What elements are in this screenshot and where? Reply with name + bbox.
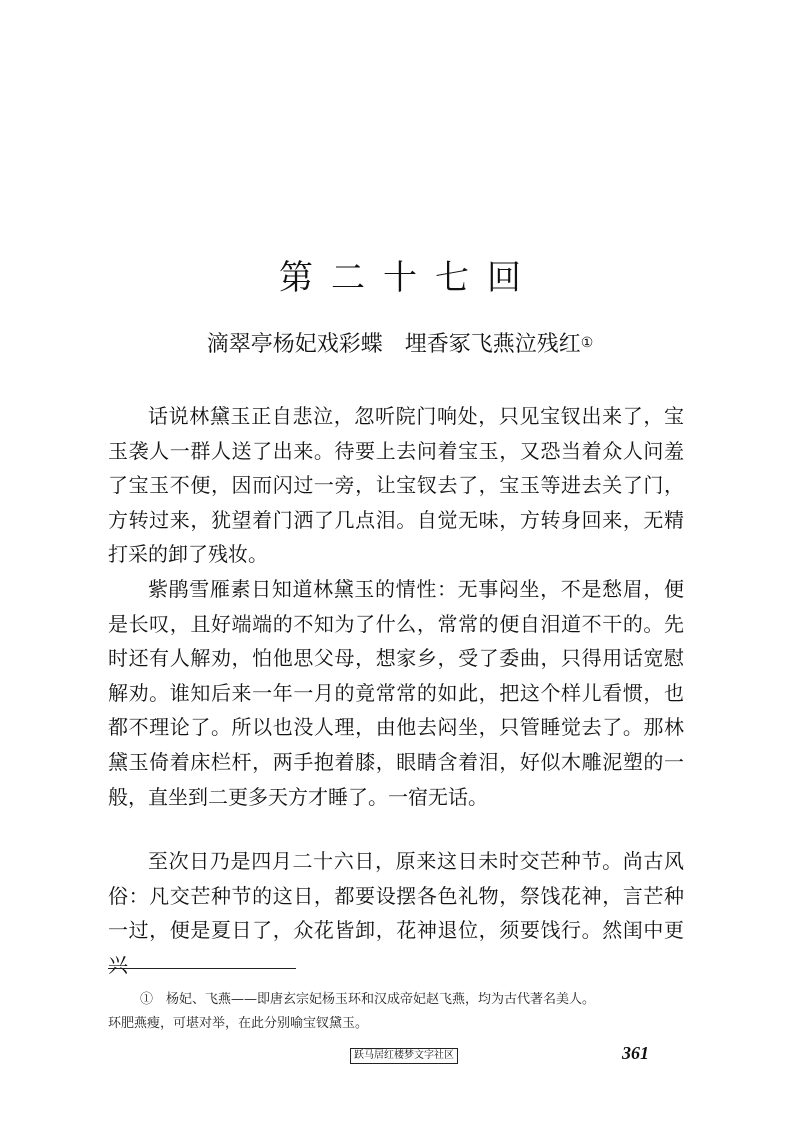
- paragraph-2: 紫鹃雪雁素日知道林黛玉的情性：无事闷坐，不是愁眉，便是长叹，且好端端的不知为了什么，常常的便自泪道不干的。先时还有人解劝，怕他思父母，想家乡，受了委曲，只得用话宽慰解劝。谁知后来一年一月的竟常常的如此，把这个样儿看惯，也都不理论了。所以也没人理，由他去闷坐，只管睡觉去了。那林黛玉倚着床栏杆，两手抱着膝，眼睛含着泪，好似木雕泥塑的一般，直坐到二更多天方才睡了。一宿无话。: [108, 576, 684, 809]
- footnote: [108, 988, 688, 1036]
- body-text-block-1: [108, 399, 684, 814]
- community-stamp: 跃马居红楼梦文字社区: [350, 1048, 458, 1064]
- subtitle-text: 滴翠亭杨妃戏彩蝶 埋香冢飞燕泣残红: [206, 332, 581, 357]
- footnote-marker: ①: [580, 335, 594, 351]
- chapter-title: 第二十七回: [279, 258, 539, 298]
- footnote-line-2: 环肥燕瘦，可堪对举，在此分别喻宝钗黛玉。: [108, 1016, 369, 1031]
- footnote-divider: [108, 968, 296, 969]
- paragraph-1: 话说林黛玉正自悲泣，忽听院门响处，只见宝钗出来了，宝玉袭人一群人送了出来。待要上去问着宝玉，又恐当着众人问羞了宝玉不便，因而闪过一旁，让宝钗去了，宝玉等进去关了门，方转过来，犹望着门洒了几点泪。自觉无味，方转身回来，无精打采的卸了残妆。: [108, 404, 684, 567]
- paragraph-3: 至次日乃是四月二十六日，原来这日未时交芒种节。尚古风俗：凡交芒种节的这日，都要设摆各色礼物，祭饯花神，言芒种一过，便是夏日了，众花皆卸，花神退位，须要饯行。然闺中更兴: [108, 849, 684, 977]
- page-number: 361: [622, 1043, 649, 1063]
- footnote-line-1: ① 杨妃、飞燕——即唐玄宗妃杨玉环和汉成帝妃赵飞燕，均为古代著名美人。: [140, 992, 596, 1007]
- body-text-block-2: [108, 844, 684, 982]
- chapter-subtitle: [0, 330, 800, 360]
